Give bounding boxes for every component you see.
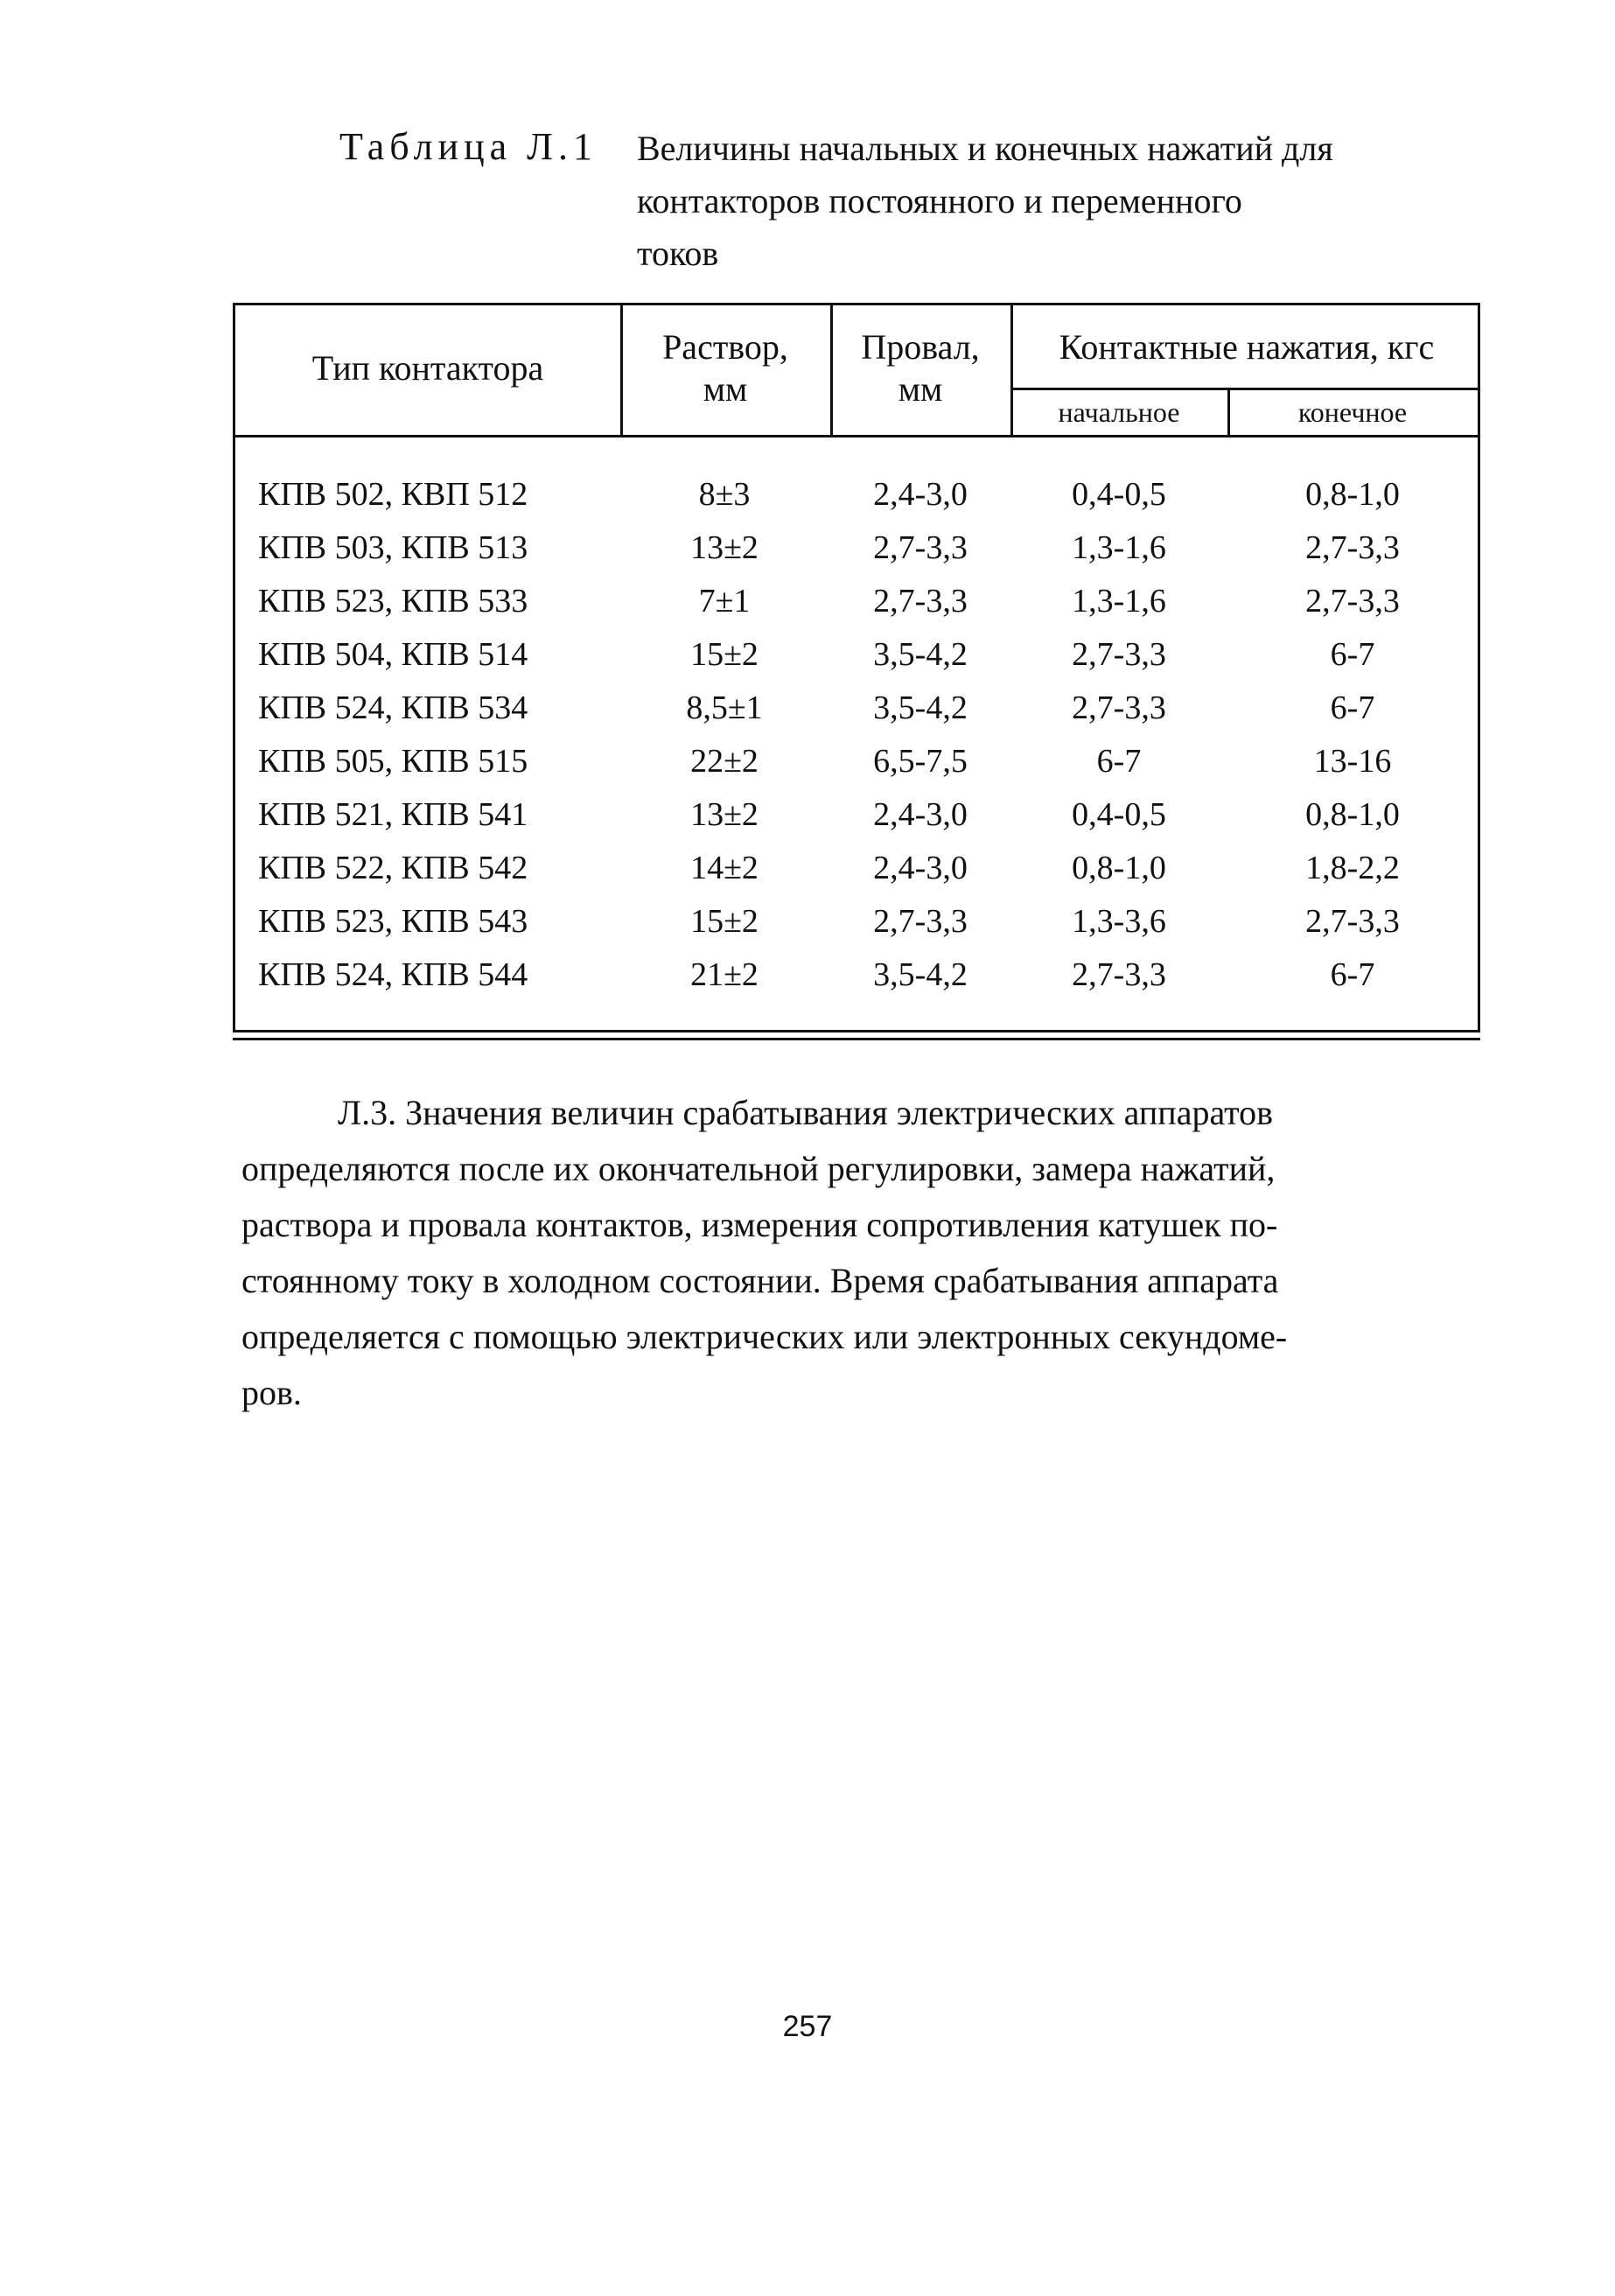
caption-line: Величины начальных и конечных нажатий для — [637, 129, 1333, 168]
cell-initial: 2,7-3,3 — [1072, 636, 1166, 673]
paragraph-line: стоянному току в холодном состоянии. Время срабатывания аппарата — [241, 1261, 1279, 1300]
cell-dip: 2,7-3,3 — [873, 903, 968, 940]
table-row — [235, 628, 1478, 682]
cell-initial: 0,4-0,5 — [1072, 476, 1166, 513]
cell-solution: 8±3 — [698, 476, 751, 513]
header-dip — [830, 326, 1010, 410]
table-row — [235, 522, 1478, 575]
cell-final: 6-7 — [1330, 690, 1375, 726]
cell-solution: 15±2 — [690, 636, 759, 673]
header-dip-unit: мм — [898, 369, 943, 409]
table-bottom-rule — [233, 1038, 1480, 1040]
header-solution-line: Раствор, — [662, 327, 788, 367]
body-paragraph — [241, 1085, 1475, 1421]
cell-dip: 2,4-3,0 — [873, 476, 968, 513]
paragraph-line: ров. — [241, 1373, 302, 1412]
cell-final: 6-7 — [1330, 956, 1375, 993]
cell-solution: 14±2 — [690, 850, 759, 886]
cell-final: 0,8-1,0 — [1305, 476, 1400, 513]
cell-final: 2,7-3,3 — [1305, 903, 1400, 940]
paragraph-line: Л.3. Значения величин срабатывания электрических аппаратов — [338, 1093, 1274, 1132]
header-pressure: Контактные нажатия, кгс — [1059, 327, 1435, 367]
cell-solution: 7±1 — [698, 583, 751, 620]
cell-dip: 2,7-3,3 — [873, 529, 968, 566]
header-dip-line: Провал, — [861, 327, 980, 367]
cell-dip: 6,5-7,5 — [873, 743, 968, 780]
cell-type: КПВ 503, КПВ 513 — [258, 529, 528, 566]
cell-initial: 0,4-0,5 — [1072, 796, 1166, 833]
contactor-table — [233, 303, 1480, 1032]
cell-solution: 21±2 — [690, 956, 759, 993]
cell-initial: 2,7-3,3 — [1072, 690, 1166, 726]
cell-initial: 6-7 — [1096, 743, 1142, 780]
caption-line: контакторов постоянного и переменного — [637, 181, 1242, 220]
table-caption-label: Таблица Л.1 — [339, 125, 598, 168]
cell-dip: 3,5-4,2 — [873, 690, 968, 726]
cell-solution: 8,5±1 — [686, 690, 763, 726]
header-subdivider — [1010, 388, 1478, 390]
cell-initial: 1,3-3,6 — [1072, 903, 1166, 940]
table-row — [235, 575, 1478, 628]
table-row — [235, 842, 1478, 895]
cell-type: КПВ 504, КПВ 514 — [258, 636, 528, 673]
cell-type: КПВ 523, КПВ 533 — [258, 583, 528, 620]
cell-dip: 2,7-3,3 — [873, 583, 968, 620]
cell-type: КПВ 521, КПВ 541 — [258, 796, 528, 833]
header-bottom-rule — [235, 435, 1478, 438]
paragraph-line: определяется с помощью электрических или электронных секундоме- — [241, 1317, 1288, 1356]
cell-dip: 3,5-4,2 — [873, 636, 968, 673]
cell-type: КПВ 505, КПВ 515 — [258, 743, 528, 780]
paragraph-line: определяются после их окончательной регулировки, замера нажатий, — [241, 1149, 1276, 1188]
cell-solution: 15±2 — [690, 903, 759, 940]
cell-dip: 2,4-3,0 — [873, 796, 968, 833]
table-caption-title — [637, 122, 1477, 280]
cell-type: КПВ 523, КПВ 543 — [258, 903, 528, 940]
table-row — [235, 788, 1478, 842]
cell-initial: 1,3-1,6 — [1072, 529, 1166, 566]
cell-initial: 2,7-3,3 — [1072, 956, 1166, 993]
header-final: конечное — [1297, 396, 1408, 428]
table-row — [235, 735, 1478, 788]
cell-final: 2,7-3,3 — [1305, 583, 1400, 620]
cell-type: КПВ 524, КПВ 544 — [258, 956, 528, 993]
cell-dip: 2,4-3,0 — [873, 850, 968, 886]
cell-solution: 13±2 — [690, 529, 759, 566]
table-row — [235, 948, 1478, 1002]
paragraph-line: раствора и провала контактов, измерения сопротивления катушек по- — [241, 1205, 1278, 1244]
cell-initial: 1,3-1,6 — [1072, 583, 1166, 620]
cell-type: КПВ 524, КПВ 534 — [258, 690, 528, 726]
caption-line: токов — [637, 234, 719, 273]
cell-initial: 0,8-1,0 — [1072, 850, 1166, 886]
cell-type: КПВ 522, КПВ 542 — [258, 850, 528, 886]
cell-solution: 22±2 — [690, 743, 759, 780]
cell-final: 6-7 — [1330, 636, 1375, 673]
header-initial: начальное — [1058, 396, 1180, 428]
cell-dip: 3,5-4,2 — [873, 956, 968, 993]
table-row — [235, 468, 1478, 522]
cell-final: 0,8-1,0 — [1305, 796, 1400, 833]
header-solution — [620, 326, 830, 410]
table-row — [235, 682, 1478, 735]
table-row — [235, 895, 1478, 948]
header-solution-unit: мм — [703, 369, 748, 409]
page-number: 257 — [782, 2010, 833, 2043]
cell-final: 1,8-2,2 — [1305, 850, 1400, 886]
cell-final: 2,7-3,3 — [1305, 529, 1400, 566]
cell-final: 13-16 — [1313, 743, 1392, 780]
header-type: Тип контактора — [311, 348, 544, 388]
cell-type: КПВ 502, КВП 512 — [258, 476, 528, 513]
cell-solution: 13±2 — [690, 796, 759, 833]
